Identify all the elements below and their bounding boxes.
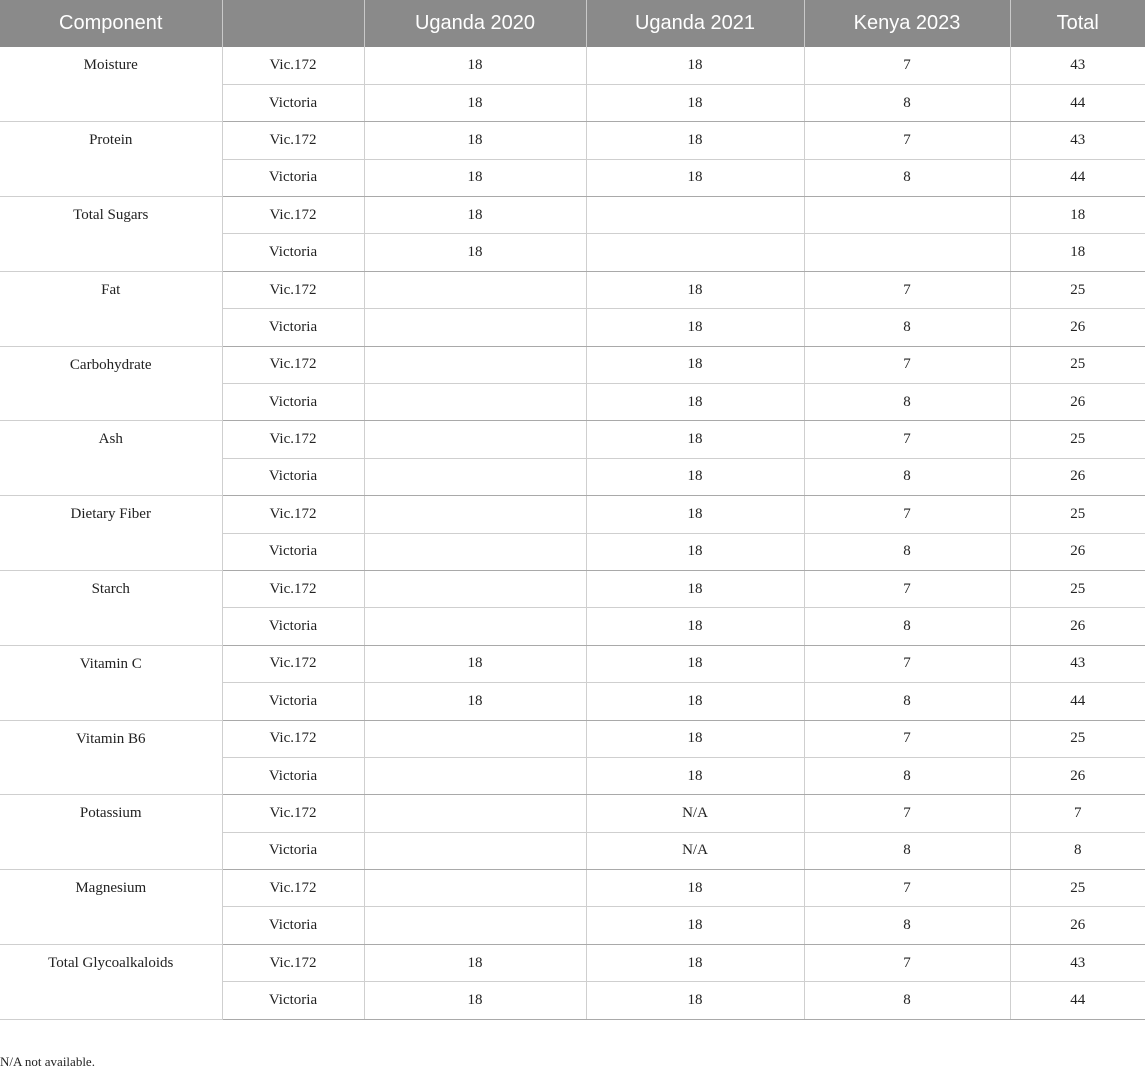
cell-uganda-2021: 18	[586, 421, 804, 458]
cell-total: 25	[1010, 271, 1145, 308]
cell-uganda-2020	[364, 795, 586, 832]
cell-uganda-2020	[364, 458, 586, 495]
table-row	[0, 271, 1145, 308]
cell-uganda-2020	[364, 346, 586, 383]
header-kenya-2023: Kenya 2023	[804, 0, 1010, 47]
cell-kenya-2023: 8	[804, 309, 1010, 346]
header-uganda-2021: Uganda 2021	[586, 0, 804, 47]
cell-uganda-2021	[586, 197, 804, 234]
cell-uganda-2021: 18	[586, 570, 804, 607]
cell-component: Magnesium	[0, 870, 222, 945]
cell-total: 44	[1010, 84, 1145, 121]
cell-uganda-2020: 18	[364, 234, 586, 271]
cell-uganda-2021	[586, 234, 804, 271]
cell-total: 25	[1010, 720, 1145, 757]
cell-kenya-2023: 8	[804, 907, 1010, 944]
cell-kenya-2023: 7	[804, 271, 1010, 308]
table-row	[0, 720, 1145, 757]
cell-total: 7	[1010, 795, 1145, 832]
cell-total: 43	[1010, 944, 1145, 981]
cell-uganda-2021: N/A	[586, 832, 804, 869]
table-row	[0, 421, 1145, 458]
cell-kenya-2023: 7	[804, 122, 1010, 159]
cell-total: 25	[1010, 870, 1145, 907]
cell-total: 18	[1010, 197, 1145, 234]
header-component: Component	[0, 0, 222, 47]
cell-uganda-2020	[364, 421, 586, 458]
cell-total: 44	[1010, 982, 1145, 1019]
cell-kenya-2023: 7	[804, 346, 1010, 383]
table-row	[0, 795, 1145, 832]
cell-total: 25	[1010, 570, 1145, 607]
cell-variety: Vic.172	[222, 47, 364, 84]
cell-uganda-2020: 18	[364, 197, 586, 234]
cell-total: 43	[1010, 122, 1145, 159]
table-row	[0, 197, 1145, 234]
cell-variety: Vic.172	[222, 122, 364, 159]
header-variety	[222, 0, 364, 47]
cell-total: 25	[1010, 496, 1145, 533]
cell-uganda-2021: 18	[586, 384, 804, 421]
cell-uganda-2021: 18	[586, 720, 804, 757]
cell-variety: Vic.172	[222, 720, 364, 757]
cell-kenya-2023: 8	[804, 384, 1010, 421]
cell-total: 8	[1010, 832, 1145, 869]
cell-uganda-2021: 18	[586, 982, 804, 1019]
cell-kenya-2023: 8	[804, 832, 1010, 869]
cell-total: 44	[1010, 159, 1145, 196]
cell-total: 43	[1010, 47, 1145, 84]
cell-uganda-2020	[364, 870, 586, 907]
cell-variety: Victoria	[222, 608, 364, 645]
cell-uganda-2021: 18	[586, 683, 804, 720]
cell-kenya-2023: 7	[804, 47, 1010, 84]
table-row	[0, 944, 1145, 981]
cell-uganda-2020	[364, 496, 586, 533]
cell-kenya-2023: 7	[804, 795, 1010, 832]
cell-total: 26	[1010, 608, 1145, 645]
cell-uganda-2020	[364, 309, 586, 346]
cell-uganda-2021: 18	[586, 533, 804, 570]
cell-uganda-2020: 18	[364, 122, 586, 159]
cell-total: 18	[1010, 234, 1145, 271]
cell-kenya-2023	[804, 234, 1010, 271]
cell-uganda-2020	[364, 907, 586, 944]
cell-component: Fat	[0, 271, 222, 346]
cell-uganda-2020	[364, 720, 586, 757]
cell-total: 26	[1010, 533, 1145, 570]
table-row	[0, 346, 1145, 383]
cell-uganda-2020: 18	[364, 944, 586, 981]
cell-uganda-2021: 18	[586, 271, 804, 308]
cell-total: 26	[1010, 907, 1145, 944]
cell-kenya-2023: 7	[804, 870, 1010, 907]
cell-uganda-2020: 18	[364, 645, 586, 682]
cell-variety: Vic.172	[222, 496, 364, 533]
cell-uganda-2021: 18	[586, 47, 804, 84]
cell-kenya-2023: 7	[804, 645, 1010, 682]
cell-uganda-2020: 18	[364, 84, 586, 121]
cell-uganda-2020	[364, 757, 586, 794]
cell-uganda-2020: 18	[364, 683, 586, 720]
cell-variety: Vic.172	[222, 197, 364, 234]
cell-uganda-2020	[364, 570, 586, 607]
cell-component: Potassium	[0, 795, 222, 870]
cell-kenya-2023: 8	[804, 458, 1010, 495]
cell-kenya-2023	[804, 197, 1010, 234]
cell-component: Protein	[0, 122, 222, 197]
table-row	[0, 496, 1145, 533]
cell-total: 43	[1010, 645, 1145, 682]
cell-uganda-2020	[364, 533, 586, 570]
cell-component: Vitamin B6	[0, 720, 222, 795]
table-row	[0, 47, 1145, 84]
cell-kenya-2023: 8	[804, 608, 1010, 645]
cell-uganda-2021: 18	[586, 159, 804, 196]
cell-variety: Vic.172	[222, 870, 364, 907]
cell-variety: Victoria	[222, 907, 364, 944]
cell-component: Starch	[0, 570, 222, 645]
cell-variety: Vic.172	[222, 271, 364, 308]
cell-kenya-2023: 8	[804, 84, 1010, 121]
cell-component: Total Sugars	[0, 197, 222, 272]
cell-total: 26	[1010, 384, 1145, 421]
cell-uganda-2020: 18	[364, 159, 586, 196]
cell-uganda-2021: 18	[586, 944, 804, 981]
cell-variety: Victoria	[222, 982, 364, 1019]
cell-variety: Vic.172	[222, 645, 364, 682]
cell-total: 26	[1010, 458, 1145, 495]
cell-uganda-2021: 18	[586, 84, 804, 121]
cell-total: 26	[1010, 757, 1145, 794]
cell-uganda-2021: 18	[586, 608, 804, 645]
table-header-row	[0, 0, 1145, 47]
cell-kenya-2023: 7	[804, 421, 1010, 458]
cell-uganda-2020	[364, 832, 586, 869]
cell-component: Moisture	[0, 47, 222, 122]
cell-variety: Victoria	[222, 832, 364, 869]
cell-variety: Victoria	[222, 384, 364, 421]
cell-kenya-2023: 8	[804, 533, 1010, 570]
cell-uganda-2021: 18	[586, 645, 804, 682]
table-row	[0, 570, 1145, 607]
cell-variety: Vic.172	[222, 346, 364, 383]
cell-variety: Victoria	[222, 533, 364, 570]
table-row	[0, 870, 1145, 907]
table-body	[0, 47, 1145, 1019]
cell-kenya-2023: 7	[804, 720, 1010, 757]
cell-kenya-2023: 7	[804, 496, 1010, 533]
cell-variety: Victoria	[222, 458, 364, 495]
cell-total: 26	[1010, 309, 1145, 346]
cell-uganda-2021: 18	[586, 346, 804, 383]
table-row	[0, 645, 1145, 682]
table-footnote: N/A not available.	[0, 1054, 95, 1069]
cell-kenya-2023: 7	[804, 944, 1010, 981]
cell-kenya-2023: 8	[804, 982, 1010, 1019]
cell-kenya-2023: 8	[804, 757, 1010, 794]
cell-uganda-2020: 18	[364, 982, 586, 1019]
cell-total: 25	[1010, 346, 1145, 383]
cell-uganda-2020	[364, 271, 586, 308]
cell-component: Carbohydrate	[0, 346, 222, 421]
cell-total: 44	[1010, 683, 1145, 720]
table-row	[0, 122, 1145, 159]
cell-variety: Victoria	[222, 84, 364, 121]
cell-variety: Vic.172	[222, 795, 364, 832]
header-total: Total	[1010, 0, 1145, 47]
cell-uganda-2020	[364, 384, 586, 421]
cell-variety: Vic.172	[222, 421, 364, 458]
cell-kenya-2023: 8	[804, 683, 1010, 720]
cell-uganda-2020: 18	[364, 47, 586, 84]
cell-total: 25	[1010, 421, 1145, 458]
cell-uganda-2021: 18	[586, 122, 804, 159]
cell-variety: Victoria	[222, 159, 364, 196]
cell-component: Ash	[0, 421, 222, 496]
cell-uganda-2021: 18	[586, 907, 804, 944]
header-uganda-2020: Uganda 2020	[364, 0, 586, 47]
cell-uganda-2021: N/A	[586, 795, 804, 832]
cell-uganda-2021: 18	[586, 496, 804, 533]
cell-variety: Vic.172	[222, 570, 364, 607]
cell-component: Vitamin C	[0, 645, 222, 720]
cell-variety: Vic.172	[222, 944, 364, 981]
cell-variety: Victoria	[222, 309, 364, 346]
cell-component: Dietary Fiber	[0, 496, 222, 571]
cell-uganda-2020	[364, 608, 586, 645]
cell-variety: Victoria	[222, 234, 364, 271]
cell-uganda-2021: 18	[586, 309, 804, 346]
cell-variety: Victoria	[222, 757, 364, 794]
cell-uganda-2021: 18	[586, 757, 804, 794]
cell-uganda-2021: 18	[586, 870, 804, 907]
cell-kenya-2023: 8	[804, 159, 1010, 196]
cell-variety: Victoria	[222, 683, 364, 720]
cell-uganda-2021: 18	[586, 458, 804, 495]
cell-kenya-2023: 7	[804, 570, 1010, 607]
cell-component: Total Glycoalkaloids	[0, 944, 222, 1019]
